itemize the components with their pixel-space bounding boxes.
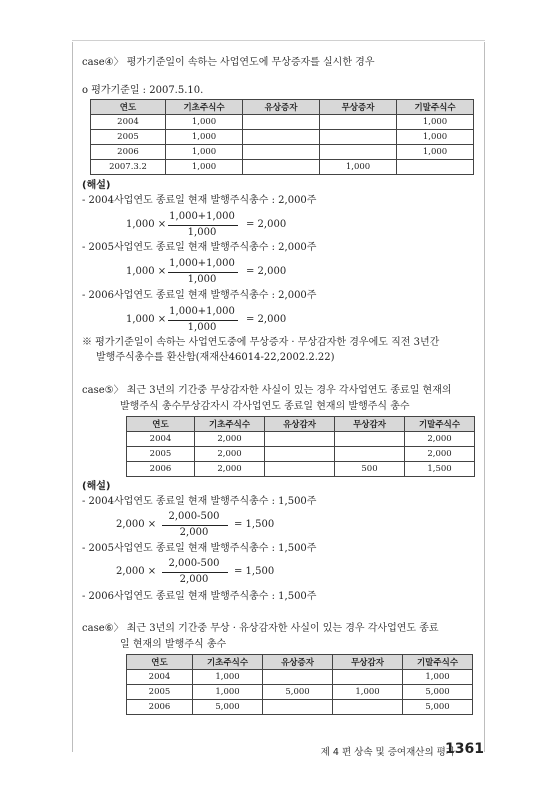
table-cell: 2,000: [405, 432, 475, 447]
table-cell: [265, 447, 335, 462]
right-margin-rule: [484, 42, 485, 752]
case5-formula: [116, 558, 286, 588]
case4-item-line: - 2006사업연도 종료일 현재 발행주식총수 : 2,000주: [82, 290, 317, 301]
page-number: 1361: [445, 741, 484, 757]
table-cell: 1,000: [397, 115, 474, 130]
table-cell: 1,000: [193, 685, 263, 700]
table-cell: 1,000: [193, 670, 263, 685]
case6-title: case⑥〉 최근 3년의 기간중 무상 · 유상감자한 사실이 있는 경우 각사업연도 종료: [82, 623, 439, 634]
formula-multiplier: 1,000 ×: [126, 314, 167, 325]
table-cell: [243, 160, 320, 175]
case4-date-line: o 평가기준일 : 2007.5.10.: [82, 85, 204, 96]
table-cell: [397, 160, 474, 175]
case4-table: [90, 99, 474, 175]
formula-denominator: 1,000: [187, 322, 217, 333]
table-header-row: [91, 100, 474, 115]
table-cell: 1,000: [397, 145, 474, 160]
table-cell: 5,000: [403, 685, 473, 700]
left-margin-rule: [72, 42, 73, 752]
table-cell: 2,000: [195, 447, 265, 462]
col-header: 연도: [91, 100, 166, 115]
col-header: 기초주식수: [195, 417, 265, 432]
case5-explain-label: (해설): [82, 481, 111, 492]
table-row: [127, 462, 475, 477]
table-cell: [243, 130, 320, 145]
col-header: 유상증자: [243, 100, 320, 115]
table-cell: [263, 700, 333, 715]
case4-formula: [126, 306, 296, 336]
case5-formula: [116, 511, 286, 541]
table-cell: 1,000: [397, 130, 474, 145]
formula-denominator: 2,000: [179, 527, 209, 538]
table-cell: 1,500: [405, 462, 475, 477]
case4-note: ※ 평가기준일이 속하는 사업연도중에 무상증자 · 무상감자한 경우에도 직전 3년간: [82, 337, 440, 348]
fraction-bar: [168, 225, 238, 226]
table-cell: 1,000: [403, 670, 473, 685]
table-cell: 1,000: [333, 685, 403, 700]
col-header: 기초주식수: [166, 100, 243, 115]
table-cell: 2006: [127, 700, 193, 715]
case4-formula: [126, 258, 296, 288]
col-header: 기말주식수: [405, 417, 475, 432]
fraction-bar: [162, 525, 228, 526]
formula-numerator: 2,000-500: [168, 511, 220, 522]
col-header: 연도: [127, 417, 195, 432]
table-cell: [333, 700, 403, 715]
table-cell: [265, 462, 335, 477]
formula-numerator: 1,000+1,000: [169, 258, 235, 269]
footer-section-title: 제 4 편 상속 및 증여재산의 평가: [320, 747, 455, 758]
table-cell: 2,000: [405, 447, 475, 462]
table-row: [127, 447, 475, 462]
table-cell: [320, 145, 397, 160]
page-top-rule: [72, 40, 485, 41]
col-header: 무상감자: [335, 417, 405, 432]
fraction-bar: [168, 272, 238, 273]
table-header-row: [127, 655, 473, 670]
table-cell: [335, 447, 405, 462]
table-cell: 2004: [91, 115, 166, 130]
case5-last-line: - 2006사업연도 종료일 현재 발행주식총수 : 1,500주: [82, 591, 317, 602]
table-row: [127, 432, 475, 447]
formula-numerator: 1,000+1,000: [169, 306, 235, 317]
case4-item-line: - 2005사업연도 종료일 현재 발행주식총수 : 2,000주: [82, 242, 317, 253]
table-cell: 2005: [127, 685, 193, 700]
table-cell: 1,000: [166, 130, 243, 145]
table-cell: 2006: [127, 462, 195, 477]
table-cell: 5,000: [403, 700, 473, 715]
table-cell: [320, 115, 397, 130]
table-cell: [320, 130, 397, 145]
table-row: [91, 130, 474, 145]
page-footer: [0, 741, 550, 761]
table-row: [91, 160, 474, 175]
table-cell: 1,000: [166, 115, 243, 130]
table-cell: [265, 432, 335, 447]
table-row: [127, 685, 473, 700]
table-cell: 1,000: [166, 145, 243, 160]
col-header: 연도: [127, 655, 193, 670]
case5-item-line: - 2005사업연도 종료일 현재 발행주식총수 : 1,500주: [82, 543, 317, 554]
col-header: 기말주식수: [397, 100, 474, 115]
case5-table: [126, 416, 475, 477]
table-cell: 2,000: [195, 462, 265, 477]
table-cell: [243, 115, 320, 130]
fraction-bar: [162, 572, 228, 573]
col-header: 유상감자: [265, 417, 335, 432]
case5-title: case⑤〉 최근 3년의 기간중 무상감자한 사실이 있는 경우 각사업연도 종료일 현재의: [82, 385, 452, 396]
table-cell: 2004: [127, 670, 193, 685]
col-header: 기말주식수: [403, 655, 473, 670]
table-cell: [333, 670, 403, 685]
table-cell: 2005: [127, 447, 195, 462]
table-cell: 2007.3.2: [91, 160, 166, 175]
case4-item-line: - 2004사업연도 종료일 현재 발행주식총수 : 2,000주: [82, 195, 317, 206]
case5-item-line: - 2004사업연도 종료일 현재 발행주식총수 : 1,500주: [82, 496, 317, 507]
table-cell: 500: [335, 462, 405, 477]
formula-denominator: 1,000: [187, 274, 217, 285]
formula-multiplier: 2,000 ×: [116, 519, 157, 530]
formula-denominator: 1,000: [187, 227, 217, 238]
formula-numerator: 2,000-500: [168, 558, 220, 569]
table-cell: [335, 432, 405, 447]
table-header-row: [127, 417, 475, 432]
table-cell: 2005: [91, 130, 166, 145]
table-row: [91, 115, 474, 130]
table-cell: 2004: [127, 432, 195, 447]
formula-multiplier: 2,000 ×: [116, 566, 157, 577]
table-row: [127, 670, 473, 685]
table-cell: [243, 145, 320, 160]
formula-multiplier: 1,000 ×: [126, 219, 167, 230]
table-row: [127, 700, 473, 715]
table-cell: 2,000: [195, 432, 265, 447]
formula-numerator: 1,000+1,000: [169, 211, 235, 222]
table-cell: 5,000: [263, 685, 333, 700]
case4-title: case④〉 평가기준일이 속하는 사업연도에 무상증자를 실시한 경우: [82, 57, 375, 68]
case5-title-cont: 발행주식 총수무상감자시 각사업연도 종료일 현재의 발행주식 총수: [120, 401, 410, 412]
formula-result: = 2,000: [246, 314, 287, 325]
col-header: 유상증자: [263, 655, 333, 670]
table-cell: [263, 670, 333, 685]
case6-title-cont: 일 현재의 발행주식 총수: [120, 639, 227, 650]
fraction-bar: [168, 320, 238, 321]
formula-result: = 2,000: [246, 219, 287, 230]
table-cell: 5,000: [193, 700, 263, 715]
formula-result: = 1,500: [234, 519, 275, 530]
table-cell: 2006: [91, 145, 166, 160]
col-header: 기초주식수: [193, 655, 263, 670]
case4-note-cont: 발행주식총수를 환산함(재재산46014-22,2002.2.22): [96, 352, 335, 363]
col-header: 무상증자: [320, 100, 397, 115]
case6-table: [126, 654, 473, 715]
table-cell: 1,000: [166, 160, 243, 175]
formula-result: = 1,500: [234, 566, 275, 577]
case4-formula: [126, 211, 296, 241]
formula-multiplier: 1,000 ×: [126, 266, 167, 277]
formula-result: = 2,000: [246, 266, 287, 277]
table-cell: 1,000: [320, 160, 397, 175]
formula-denominator: 2,000: [179, 574, 209, 585]
table-row: [91, 145, 474, 160]
col-header: 무상감자: [333, 655, 403, 670]
case4-explain-label: (해설): [82, 180, 111, 191]
